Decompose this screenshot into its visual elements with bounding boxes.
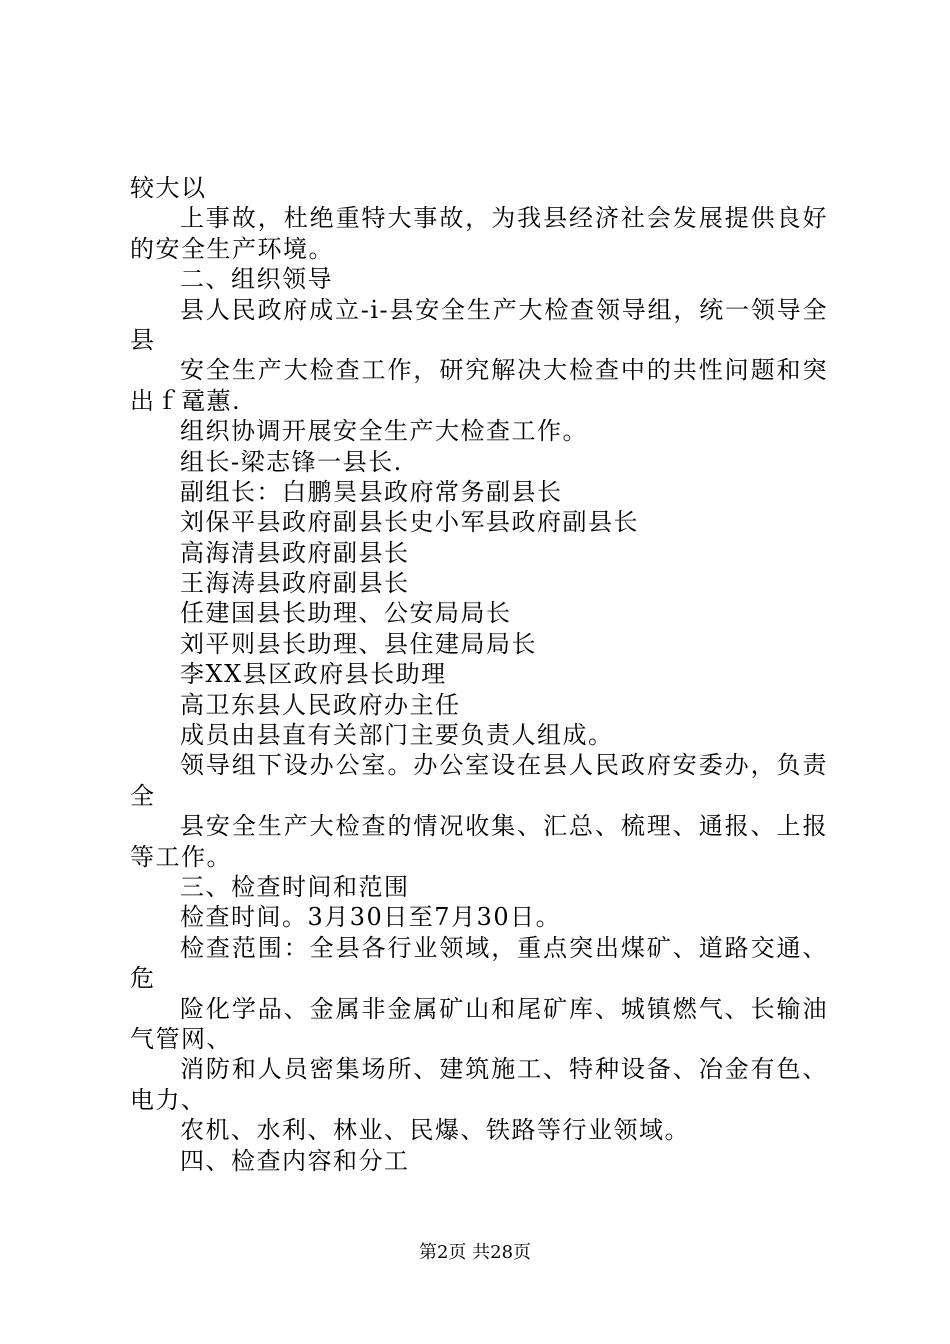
text-line: 全: [130, 781, 156, 810]
text-line: 检查时间。3月30日至7月30日。: [180, 903, 562, 932]
text-line: 组织协调开展安全生产大检查工作。: [180, 417, 588, 446]
text-line: 等工作。: [130, 842, 232, 871]
text-line: 消防和人员密集场所、建筑施工、特种设备、冶金有色、: [180, 1055, 828, 1084]
text-line: 王海涛县政府副县长: [180, 569, 410, 598]
text-line: 三、检查时间和范围: [180, 872, 410, 901]
text-line: 刘保平县政府副县长史小军县政府副县长: [180, 508, 639, 537]
text-line: 副组长：白鹏昊县政府常务副县长: [180, 477, 563, 506]
text-line: 县: [130, 325, 156, 354]
text-line: 组长-梁志锋一县长.: [180, 447, 403, 476]
text-line: 出ｆ鼋蕙.: [130, 386, 242, 415]
text-line: 高海清县政府副县长: [180, 538, 410, 567]
text-line: 的安全生产环境。: [130, 234, 334, 263]
text-line: 刘平则县长助理、县住建局局长: [180, 629, 537, 658]
text-line: 较大以: [130, 174, 207, 202]
text-line: 李XX县区政府县长助理: [180, 660, 447, 689]
text-line: 上事故，杜绝重特大事故，为我县经济社会发展提供良好: [180, 204, 828, 233]
text-line: 四、检查内容和分工: [180, 1146, 410, 1175]
text-line: 县安全生产大检查的情况收集、汇总、梳理、通报、上报: [180, 812, 828, 841]
text-line: 险化学品、金属非金属矿山和尾矿库、城镇燃气、长输油: [180, 994, 828, 1023]
text-line: 县人民政府成立-i-县安全生产大检查领导组，统一领导全: [180, 295, 828, 324]
text-line: 危: [130, 964, 156, 993]
text-line: 气管网、: [130, 1024, 232, 1053]
text-line: 高卫东县人民政府办主任: [180, 690, 461, 719]
page-footer: 第2页 共28页: [418, 1242, 532, 1263]
text-line: 任建国县长助理、公安局局长: [180, 599, 512, 628]
document-body: [130, 173, 840, 1176]
text-line: 安全生产大检查工作，研究解决大检查中的共性问题和突: [180, 356, 828, 385]
text-line: 检查范围：全县各行业领域，重点突出煤矿、道路交通、: [180, 933, 828, 962]
text-line: 电力、: [130, 1085, 207, 1114]
text-line: 领导组下设办公室。办公室设在县人民政府安委办，负责: [180, 751, 828, 780]
text-line: 农机、水利、林业、民爆、铁路等行业领域。: [180, 1116, 690, 1145]
text-line: 二、组织领导: [180, 265, 333, 294]
text-line: 成员由县直有关部门主要负责人组成。: [180, 721, 614, 750]
